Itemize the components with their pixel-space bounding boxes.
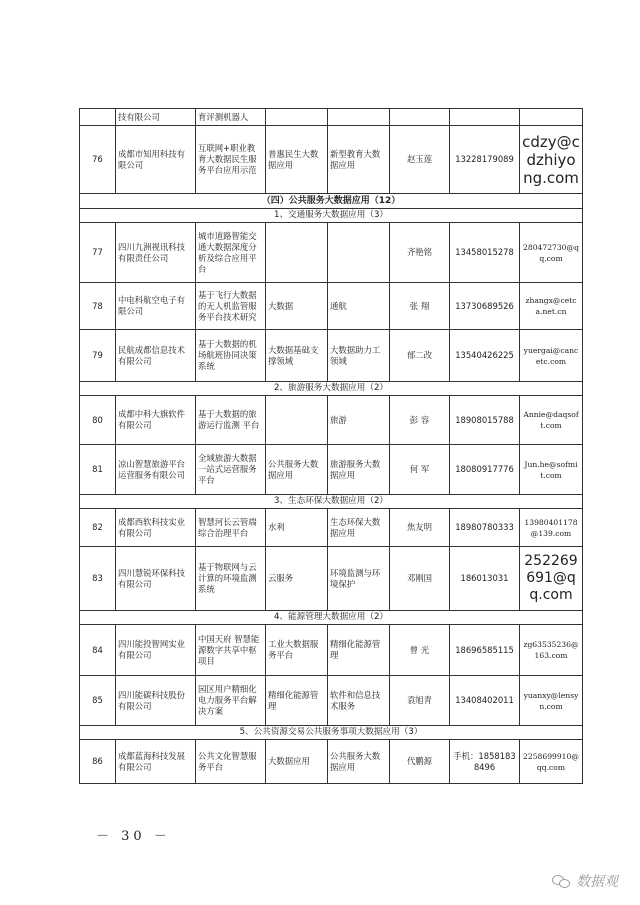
company-name: 四川能投智网实业有限公司 bbox=[116, 625, 196, 676]
table-row bbox=[80, 676, 583, 726]
table-row bbox=[80, 625, 583, 676]
section-heading-row bbox=[80, 194, 583, 209]
subsection-heading-row bbox=[80, 495, 583, 509]
email-address: Annie@daqsoft.com bbox=[520, 396, 583, 445]
phone-number: 18980780333 bbox=[450, 509, 520, 547]
table-row bbox=[80, 396, 583, 445]
project-name: 互联网+职业教育大数据民生服务平台应用示范 bbox=[196, 126, 266, 194]
row-number: 80 bbox=[80, 396, 116, 445]
company-name: 四川九洲视讯科技有限责任公司 bbox=[116, 223, 196, 283]
email-address: yuergai@cancetc.com bbox=[520, 330, 583, 382]
field-secondary: 旅游 bbox=[328, 396, 390, 445]
page-number: － 30 － bbox=[96, 829, 171, 844]
company-name: 成都蓝海科技发展有限公司 bbox=[116, 740, 196, 784]
email-address: zhangx@cetca.net.cn bbox=[520, 283, 583, 330]
email-address: yuanxy@lensyn.com bbox=[520, 676, 583, 726]
row-number: 79 bbox=[80, 330, 116, 382]
contact-person: 邓刚国 bbox=[390, 547, 450, 611]
subsection-heading-row bbox=[80, 726, 583, 740]
contact-person: 曾 光 bbox=[390, 625, 450, 676]
field-secondary: 新型教育大数据应用 bbox=[328, 126, 390, 194]
contact-person: 赵玉莲 bbox=[390, 126, 450, 194]
contact-person: 代鹏源 bbox=[390, 740, 450, 784]
project-name: 基于飞行大数据的无人机监管服务平台技术研究 bbox=[196, 283, 266, 330]
project-name: 公共文化智慧服务平台 bbox=[196, 740, 266, 784]
contact-person: 何 军 bbox=[390, 445, 450, 495]
email-address: zg63535236@163.com bbox=[520, 625, 583, 676]
project-name: 基于大数据的旅游运行监测 平台 bbox=[196, 396, 266, 445]
email-address: 2258699910@qq.com bbox=[520, 740, 583, 784]
email-address: Jun.he@sofmit.com bbox=[520, 445, 583, 495]
field-secondary bbox=[328, 223, 390, 283]
row-number: 85 bbox=[80, 676, 116, 726]
field-primary bbox=[266, 396, 328, 445]
row-number bbox=[80, 109, 116, 126]
phone-number: 186013031 bbox=[450, 547, 520, 611]
phone-number: 13408402011 bbox=[450, 676, 520, 726]
contact-person: 彭 容 bbox=[390, 396, 450, 445]
phone-number bbox=[450, 109, 520, 126]
contact-person: 张 翔 bbox=[390, 283, 450, 330]
section-heading: （四）公共服务大数据应用（12） bbox=[80, 194, 583, 209]
field-primary: 水利 bbox=[266, 509, 328, 547]
project-name: 园区用户精细化电力服务平台解决方案 bbox=[196, 676, 266, 726]
project-name: 全域旅游大数据一站式运营服务平台 bbox=[196, 445, 266, 495]
phone-number: 13730689526 bbox=[450, 283, 520, 330]
table-row bbox=[80, 740, 583, 784]
field-primary: 公共服务大数据应用 bbox=[266, 445, 328, 495]
project-name: 智慧河长云管端综合治理平台 bbox=[196, 509, 266, 547]
subsection-heading: 5、公共资源交易公共服务事项大数据应用（3） bbox=[80, 726, 583, 740]
field-primary bbox=[266, 223, 328, 283]
company-name: 中电科航空电子有限公司 bbox=[116, 283, 196, 330]
email-address: 13980401178@139.com bbox=[520, 509, 583, 547]
email-address: cdzy@cdzhiyong.com bbox=[520, 126, 583, 194]
field-secondary: 生态环保大数据应用 bbox=[328, 509, 390, 547]
subsection-heading: 4、能源管理大数据应用（2） bbox=[80, 611, 583, 625]
phone-number: 18080917776 bbox=[450, 445, 520, 495]
phone-number: 13540426225 bbox=[450, 330, 520, 382]
field-primary: 大数据 bbox=[266, 283, 328, 330]
field-secondary bbox=[328, 109, 390, 126]
table-row bbox=[80, 126, 583, 194]
row-number: 77 bbox=[80, 223, 116, 283]
project-name: 基于大数据的机场航班协同决策系统 bbox=[196, 330, 266, 382]
email-address: 280472730@qq.com bbox=[520, 223, 583, 283]
company-name: 成都中科大旗软件有限公司 bbox=[116, 396, 196, 445]
field-primary bbox=[266, 109, 328, 126]
table-row bbox=[80, 223, 583, 283]
company-name: 技有限公司 bbox=[116, 109, 196, 126]
table-row bbox=[80, 445, 583, 495]
table-row bbox=[80, 547, 583, 611]
project-name: 基于物联网与云计算的环境监测系统 bbox=[196, 547, 266, 611]
field-primary: 大数据基础支撑领域 bbox=[266, 330, 328, 382]
watermark-text: 数据观 bbox=[576, 874, 618, 890]
subsection-heading-row bbox=[80, 382, 583, 396]
phone-number: 18908015788 bbox=[450, 396, 520, 445]
subsection-heading-row bbox=[80, 209, 583, 223]
row-number: 83 bbox=[80, 547, 116, 611]
row-number: 81 bbox=[80, 445, 116, 495]
company-name: 成都市知用科技有限公司 bbox=[116, 126, 196, 194]
row-number: 86 bbox=[80, 740, 116, 784]
subsection-heading-row bbox=[80, 611, 583, 625]
project-name: 城市道路智能交通大数据深度分析及综合应用平台 bbox=[196, 223, 266, 283]
contact-person bbox=[390, 109, 450, 126]
company-name: 四川慧锐环保科技有限公司 bbox=[116, 547, 196, 611]
field-primary: 精细化能源管理 bbox=[266, 676, 328, 726]
table-row bbox=[80, 509, 583, 547]
field-secondary: 软件和信息技术服务 bbox=[328, 676, 390, 726]
email-address: 252269691@qq.com bbox=[520, 547, 583, 611]
subsection-heading: 1、交通服务大数据应用（3） bbox=[80, 209, 583, 223]
field-primary: 大数据应用 bbox=[266, 740, 328, 784]
phone-number: 手机：18581838496 bbox=[450, 740, 520, 784]
row-number: 82 bbox=[80, 509, 116, 547]
phone-number: 13228179089 bbox=[450, 126, 520, 194]
subsection-heading: 2、旅游服务大数据应用（2） bbox=[80, 382, 583, 396]
table-row bbox=[80, 330, 583, 382]
field-secondary: 通航 bbox=[328, 283, 390, 330]
contact-person: 袁旭青 bbox=[390, 676, 450, 726]
project-name: 中国天府 智慧能源数字共享中枢项目 bbox=[196, 625, 266, 676]
enterprise-table bbox=[79, 108, 583, 784]
row-number: 76 bbox=[80, 126, 116, 194]
field-secondary: 精细化能源管理 bbox=[328, 625, 390, 676]
field-secondary: 环境监测与环境保护 bbox=[328, 547, 390, 611]
watermark bbox=[552, 871, 618, 891]
row-number: 78 bbox=[80, 283, 116, 330]
email-address bbox=[520, 109, 583, 126]
field-primary: 工业大数据服务平台 bbox=[266, 625, 328, 676]
table-row bbox=[80, 283, 583, 330]
project-name: 育评测机器人 bbox=[196, 109, 266, 126]
row-number: 84 bbox=[80, 625, 116, 676]
company-name: 民航成都信息技术有限公司 bbox=[116, 330, 196, 382]
phone-number: 13458015278 bbox=[450, 223, 520, 283]
phone-number: 18696585115 bbox=[450, 625, 520, 676]
table-row bbox=[80, 109, 583, 126]
field-secondary: 旅游服务大数据应用 bbox=[328, 445, 390, 495]
subsection-heading: 3、生态环保大数据应用（2） bbox=[80, 495, 583, 509]
field-secondary: 大数据助力工领域 bbox=[328, 330, 390, 382]
wechat-icon bbox=[552, 874, 570, 888]
field-primary: 普惠民生大数据应用 bbox=[266, 126, 328, 194]
company-name: 凉山智慧旅游平台运营服务有限公司 bbox=[116, 445, 196, 495]
field-primary: 云服务 bbox=[266, 547, 328, 611]
contact-person: 郁二改 bbox=[390, 330, 450, 382]
field-secondary: 公共服务大数据应用 bbox=[328, 740, 390, 784]
contact-person: 焦友明 bbox=[390, 509, 450, 547]
company-name: 四川能碳科技股份有限公司 bbox=[116, 676, 196, 726]
company-name: 成都西软科技实业有限公司 bbox=[116, 509, 196, 547]
contact-person: 齐艳铭 bbox=[390, 223, 450, 283]
